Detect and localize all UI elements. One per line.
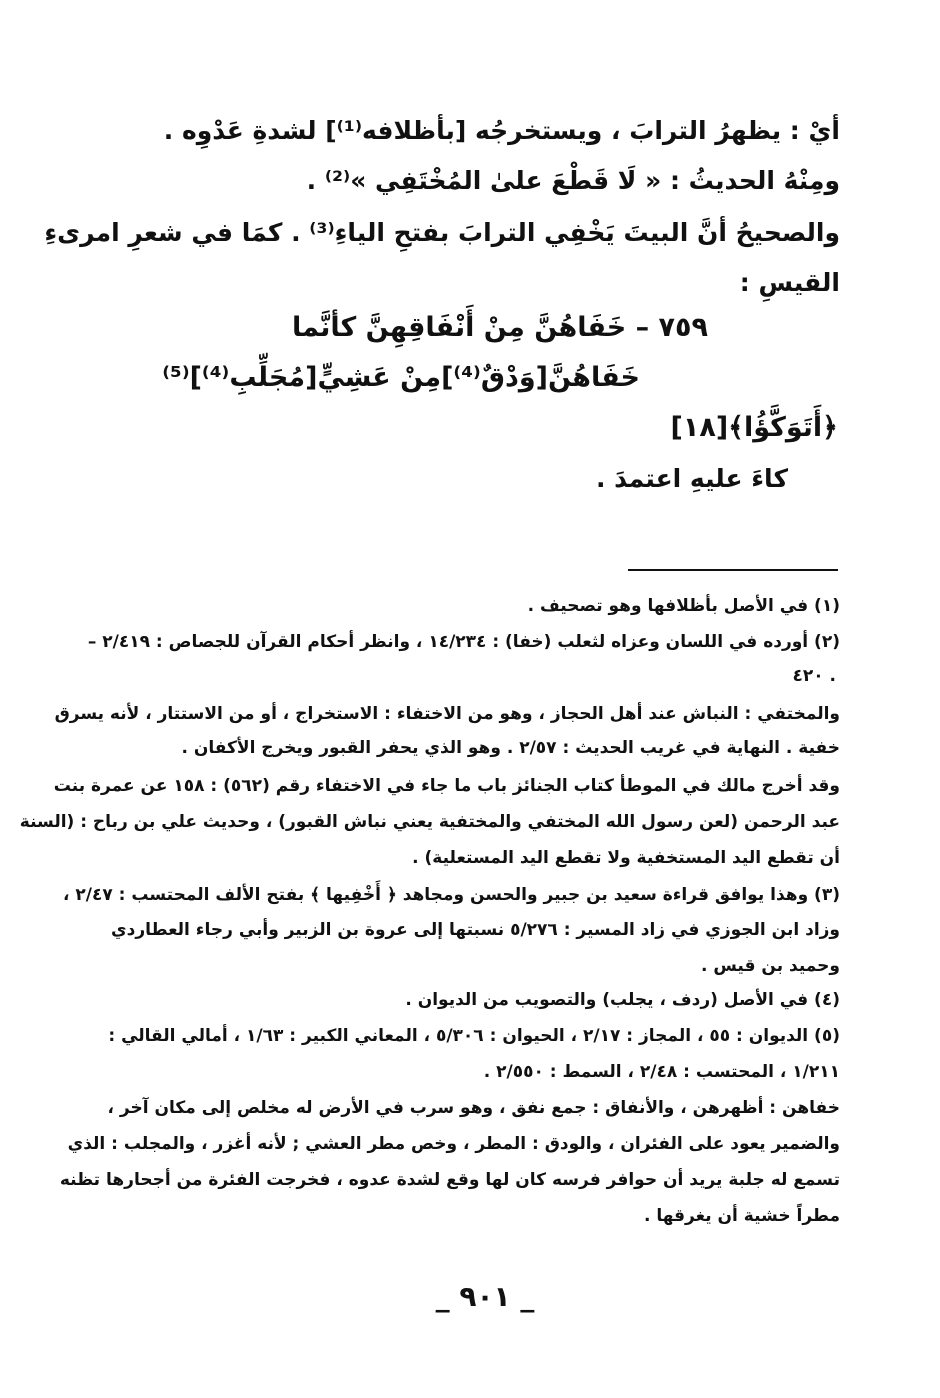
footnote-3-line-3: وحميد بن قيس .	[701, 956, 840, 976]
main-text-line-4: القيسِ :	[739, 268, 840, 297]
footnote-4: (٤) في الأصل (ردف ، يجلب) والتصويب من الديوان .	[405, 990, 840, 1010]
quranic-word-entry: ﴿أَتَوَكَّؤُا﴾[١٨]	[670, 412, 838, 443]
footnote-5-line-2: ١/٢١١ ، المحتسب : ٢/٤٨ ، السمط : ٢/٥٥٠ .	[483, 1062, 840, 1082]
footnote-5: (٥) الديوان : ٥٥ ، المجاز : ٢/١٧ ، الحيوان : ٥/٣٠٦ ، المعاني الكبير : ١/٦٣ ، أمالي القالي :	[108, 1026, 840, 1046]
footnote-2-note-line-2: خفية . النهاية في غريب الحديث : ٢/٥٧ . وهو الذي يحفر القبور ويخرج الأكفان .	[181, 738, 840, 758]
footnote-2-continued: ٤٢٠ .	[792, 666, 836, 686]
footnote-2-note-line-1: والمختفي : النباش عند أهل الحجاز ، وهو من الاختفاء : الاستخراج ، أو من الاستتار ، لأنه يسرق	[54, 704, 840, 724]
word-gloss: كاءَ عليهِ اعتمدَ .	[595, 464, 788, 493]
footnote-1: (١) في الأصل بأظلافها وهو تصحيف .	[527, 596, 840, 616]
footnote-divider	[628, 569, 838, 571]
footnote-3-line-2: وزاد ابن الجوزي في زاد المسير : ٥/٢٧٦ نسبتها إلى عروة بن الزبير وأبي رجاء العطاردي	[111, 920, 840, 940]
footnote-2-note-line-4: عبد الرحمن (لعن رسول الله المختفي والمختفية يعني نباش القبور) ، وحديث علي بن رباح : (السنة	[19, 812, 840, 832]
main-text-line-1: أيْ : يظهرُ الترابَ ، ويستخرجُه [بأظلافه⁽¹⁾] لشدةِ عَدْوِه .	[163, 116, 840, 145]
footnote-5-note-line-1: خفاهن : أظهرهن ، والأنفاق : جمع نفق ، وهو سرب في الأرض له مخلص إلى مكان آخر ،	[107, 1098, 840, 1118]
poem-verse-first-hemistich: ٧٥٩ – خَفَاهُنَّ مِنْ أَنْفَاقِهِنَّ كأنَّما	[292, 312, 708, 343]
footnote-2-note-line-3: وقد أخرج مالك في الموطأ كتاب الجنائز باب ما جاء في الاختفاء رقم (٥٦٢) : ١٥٨ عن عمرة بنت	[53, 776, 840, 796]
footnote-3: (٣) وهذا يوافق قراءة سعيد بن جبير والحسن ومجاهد ﴿ أَخْفِيها ﴾ بفتح الألف المحتسب : ٢/٤٧ ،	[63, 885, 840, 905]
footnote-2-note-line-5: أن تقطع اليد المستخفية ولا تقطع اليد المستعلية) .	[412, 848, 840, 868]
main-text-line-3: والصحيحُ أنَّ البيتَ يَخْفِي الترابَ بفتحِ الياءِ⁽³⁾ . كمَا في شعرِ امرىءِ	[44, 218, 840, 247]
page-number: _ ٩٠١ _	[435, 1280, 535, 1313]
footnote-5-note-line-2: والضمير يعود على الفئران ، والودق : المطر ، وخص مطر العشي ; لأنه أغزر ، والمجلب : الذي	[67, 1134, 840, 1154]
footnote-5-note-line-3: تسمع له جلبة يريد أن حوافر فرسه كان لها وقع لشدة عدوه ، فخرجت الفئرة من أجحارها تظنه	[59, 1170, 840, 1190]
footnote-5-note-line-4: مطراً خشية أن يغرقها .	[643, 1206, 840, 1226]
footnote-2: (٢) أورده في اللسان وعزاه لثعلب (خفا) : ١٤/٢٣٤ ، وانظر أحكام القرآن للجصاص : ٢/٤١٩ –	[87, 632, 840, 652]
poem-verse-second-hemistich: خَفَاهُنَّ[وَدْقٌ⁽⁴⁾]مِنْ عَشِيٍّ[مُجَلِّبِ⁽⁴⁾]⁽⁵⁾	[162, 362, 640, 393]
main-text-line-2: ومِنْهُ الحديثُ : « لَا قَطْعَ علىٰ المُخْتَفِي »⁽²⁾ .	[306, 166, 840, 195]
